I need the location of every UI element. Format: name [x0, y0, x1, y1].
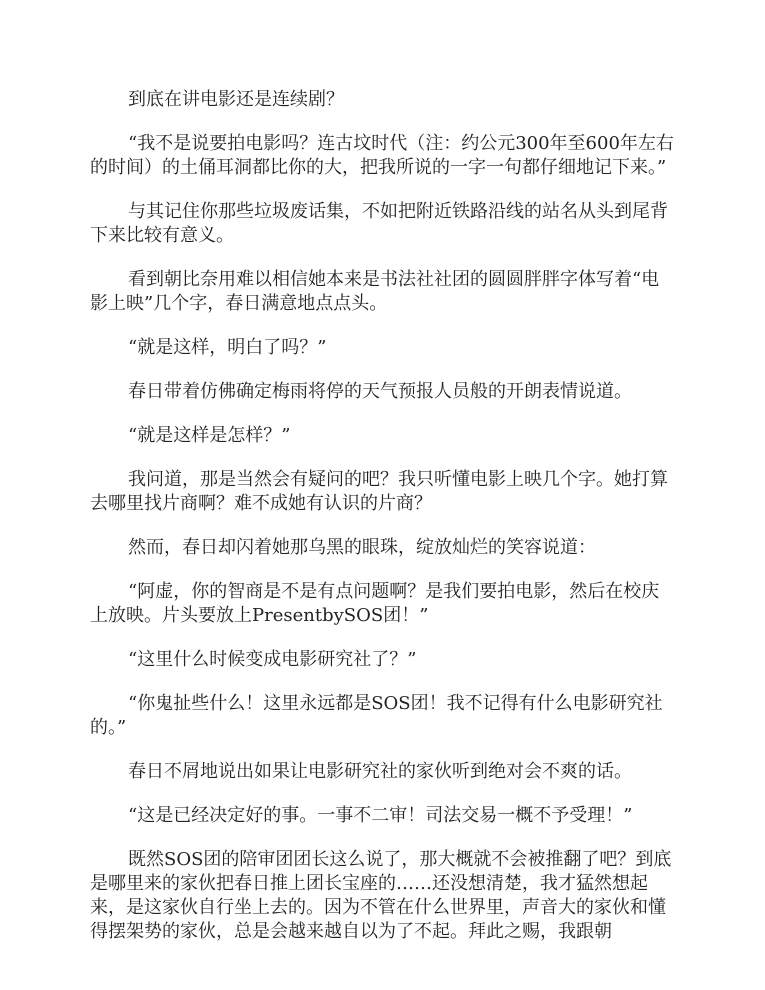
- paragraph: 看到朝比奈用难以相信她本来是书法社社团的圆圆胖胖字体写着“电影上映”几个字，春日满意地点点头。: [90, 269, 660, 314]
- document-body: [90, 88, 675, 964]
- paragraph: “你鬼扯些什么！这里永远都是SOS团！我不记得有什么电影研究社的。”: [90, 693, 663, 738]
- paragraph: 春日带着仿佛确定梅雨将停的天气预报人员般的开朗表情说道。: [128, 381, 632, 402]
- paragraph: “这里什么时候变成电影研究社了？”: [128, 649, 417, 670]
- paragraph: “阿虚，你的智商是不是有点问题啊？是我们要拍电影，然后在校庆上放映。片头要放上PresentbySOS团！”: [90, 581, 660, 626]
- paragraph: 到底在讲电影还是连续剧？: [128, 89, 344, 110]
- paragraph: “就是这样是怎样？”: [128, 425, 291, 446]
- paragraph: 既然SOS团的陪审团团长这么说了，那大概就不会被推翻了吧？到底是哪里来的家伙把春日推上团长宝座的……还没想清楚，我才猛然想起来，是这家伙自行坐上去的。因为不管在什么世界里，声音大的家伙和懂得摆架势的家伙，总是会越来越自以为了不起。拜此之赐，我跟朝: [90, 849, 672, 942]
- paragraph: “这是已经决定好的事。一事不二审！司法交易一概不予受理！”: [128, 805, 633, 826]
- paragraph: 我问道，那是当然会有疑问的吧？我只听懂电影上映几个字。她打算去哪里找片商啊？难不成她有认识的片商？: [90, 469, 668, 514]
- paragraph: “就是这样，明白了吗？”: [128, 337, 327, 358]
- paragraph: “我不是说要拍电影吗？连古坟时代（注：约公元300年至600年左右的时间）的土俑耳洞都比你的大，把我所说的一字一句都仔细地记下来。”: [90, 133, 674, 178]
- paragraph: 然而，春日却闪着她那乌黑的眼珠，绽放灿烂的笑容说道：: [128, 537, 596, 558]
- paragraph: 与其记住你那些垃圾废话集，不如把附近铁路沿线的站名从头到尾背下来比较有意义。: [90, 201, 668, 246]
- paragraph: 春日不屑地说出如果让电影研究社的家伙听到绝对会不爽的话。: [128, 761, 632, 782]
